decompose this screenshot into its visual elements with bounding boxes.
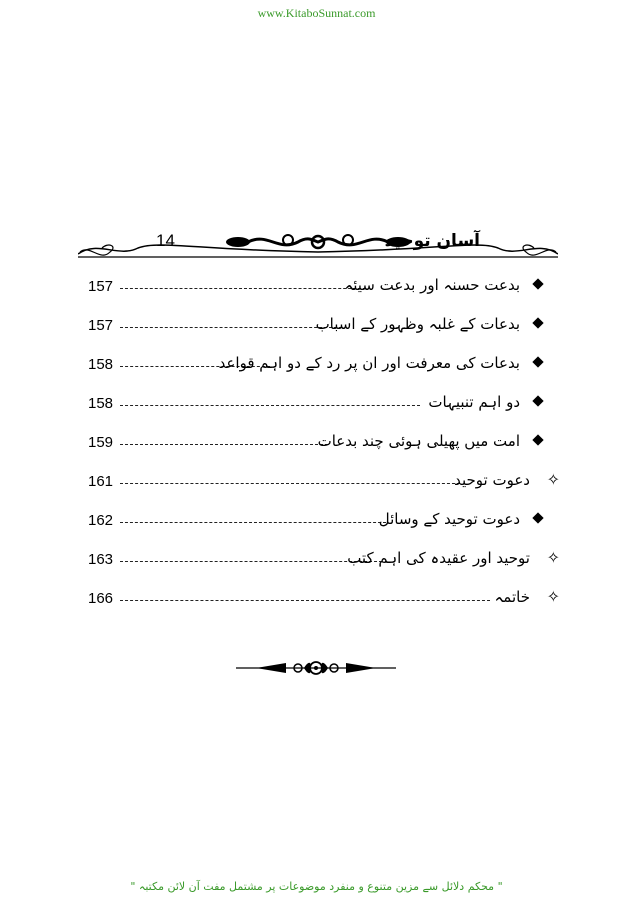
toc-entry[interactable] — [80, 276, 560, 315]
book-title: آسان توحید — [384, 231, 480, 251]
site-url[interactable]: www.KitaboSunnat.com — [257, 6, 376, 20]
toc-page-number: 158 — [88, 395, 114, 412]
toc-title: دعوت توحید — [454, 471, 530, 489]
toc-page-number: 163 — [88, 551, 114, 568]
toc-title: خاتمہ — [494, 588, 530, 606]
toc-leader-dashes — [120, 288, 366, 289]
toc-leader-dashes — [120, 600, 490, 601]
toc-title: دعوت توحید کے وسائل — [378, 510, 520, 528]
toc-title: بدعات کے غلبہ وظہور کے اسباب — [315, 315, 520, 333]
toc-page-number: 166 — [88, 590, 114, 607]
toc-title: توحید اور عقیدہ کی اہم کتب — [347, 549, 530, 567]
page-header — [78, 228, 558, 268]
toc-title: بدعت حسنہ اور بدعت سیئہ — [344, 276, 520, 294]
page-number: 14 — [156, 231, 175, 250]
bullet-icon — [532, 512, 543, 523]
toc-leader-dashes — [120, 444, 328, 445]
bullet-icon — [532, 434, 543, 445]
star-icon: ✧ — [546, 548, 560, 567]
bullet-icon — [532, 356, 543, 367]
toc-entry[interactable] — [80, 549, 560, 588]
toc-page-number: 157 — [88, 317, 114, 334]
toc-leader-dashes — [120, 483, 460, 484]
toc-leader-dashes — [120, 405, 420, 406]
toc-page-number: 161 — [88, 473, 114, 490]
bullet-icon — [532, 278, 543, 289]
bullet-icon — [532, 317, 543, 328]
toc-title: بدعات کی معرفت اور ان پر رد کے دو اہم قواعد — [218, 354, 520, 372]
footer-tagline: " محکم دلائل سے مزین متنوع و منفرد موضوعات پر مشتمل مفت آن لائن مکتبہ " — [130, 880, 503, 893]
toc-entry[interactable] — [80, 354, 560, 393]
toc-entry[interactable] — [80, 393, 560, 432]
toc-page-number: 158 — [88, 356, 114, 373]
toc-entry[interactable] — [80, 510, 560, 549]
toc-leader-dashes — [120, 561, 382, 562]
toc-entry[interactable] — [80, 471, 560, 510]
table-of-contents — [80, 276, 560, 627]
toc-entry[interactable] — [80, 588, 560, 627]
toc-title: امت میں پھیلی ہوئی چند بدعات — [317, 432, 520, 450]
toc-page-number: 162 — [88, 512, 114, 529]
bullet-icon — [532, 395, 543, 406]
toc-title: دو اہم تنبیہات — [428, 393, 520, 411]
toc-entry[interactable] — [80, 432, 560, 471]
end-ornament — [236, 657, 396, 679]
header-ornament — [78, 228, 558, 268]
toc-leader-dashes — [120, 522, 386, 523]
star-icon: ✧ — [546, 587, 560, 606]
toc-page-number: 157 — [88, 278, 114, 295]
toc-entry[interactable] — [80, 315, 560, 354]
toc-page-number: 159 — [88, 434, 114, 451]
star-icon: ✧ — [546, 470, 560, 489]
toc-leader-dashes — [120, 327, 342, 328]
